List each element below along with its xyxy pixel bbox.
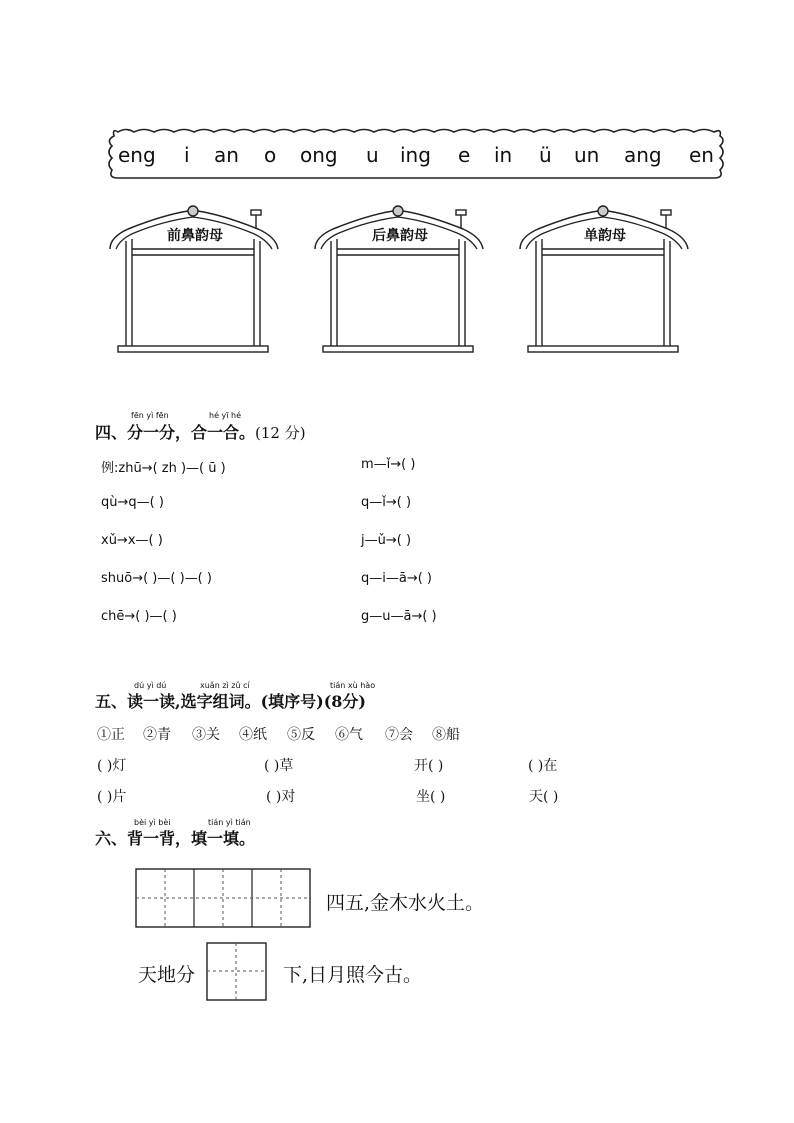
exercise-right: j—ǔ→( ) <box>361 533 412 548</box>
pinyin-annotation: tián yì tián <box>208 818 251 827</box>
verse-line2-suffix: 下,日月照今古。 <box>283 964 423 986</box>
section6-heading <box>95 826 255 849</box>
final-item: in <box>494 143 513 167</box>
tianzige-grid-one[interactable] <box>206 942 267 1001</box>
final-item: i <box>184 143 190 167</box>
final-item: eng <box>118 143 156 167</box>
option-item: ④纸 <box>239 727 267 743</box>
section-score: (12 分) <box>255 424 306 442</box>
house-back-nasal <box>313 203 487 357</box>
section-number: 五、 <box>95 692 128 711</box>
house-label: 单韵母 <box>584 228 626 244</box>
word-blank[interactable]: 坐( ) <box>416 789 446 805</box>
section-number: 六、 <box>95 829 128 848</box>
section4-heading <box>95 420 306 443</box>
pinyin-annotation: xuǎn zì zǔ cí <box>200 681 250 690</box>
exercise-left: chē→( )—( ) <box>101 609 177 624</box>
final-item: ü <box>539 143 552 167</box>
section-title: 背一背，填一填。 <box>127 829 256 848</box>
verse-line2-prefix: 天地分 <box>138 964 196 986</box>
section-title: 分一分，合一合。 <box>127 423 256 442</box>
option-item: ①正 <box>97 727 125 743</box>
finals-banner <box>104 126 728 184</box>
final-item: e <box>458 143 471 167</box>
word-blank[interactable]: 开( ) <box>414 758 444 774</box>
section5-heading <box>95 689 366 712</box>
section-title: 读一读,选字组词。(填序号)(8分) <box>127 692 367 711</box>
exercise-right: q—i—ā→( ) <box>361 571 432 586</box>
exercise-left: qù→q—( ) <box>101 495 164 510</box>
tianzige-grid-three[interactable] <box>135 868 311 928</box>
option-item: ⑧船 <box>432 727 460 743</box>
house-label: 前鼻韵母 <box>167 228 223 244</box>
verse-line1: 四五,金木水火土。 <box>326 892 485 914</box>
pinyin-annotation: dú yì dú <box>134 681 167 690</box>
section-number: 四、 <box>95 423 128 442</box>
house-front-nasal <box>108 203 282 357</box>
house-single-final <box>518 203 692 357</box>
final-item: en <box>689 143 714 167</box>
exercise-left: 例:zhū→( zh )—( ū ) <box>101 461 226 476</box>
option-item: ⑤反 <box>287 727 315 743</box>
option-item: ⑦会 <box>385 727 413 743</box>
exercise-right: q—ǐ→( ) <box>361 495 412 510</box>
pinyin-annotation: hé yī hé <box>209 411 242 420</box>
word-blank[interactable]: ( )草 <box>264 758 294 774</box>
final-item: ing <box>400 143 431 167</box>
pinyin-annotation: tián xù hào <box>330 681 376 690</box>
final-item: o <box>264 143 277 167</box>
exercise-left: xǔ→x—( ) <box>101 533 163 548</box>
word-blank[interactable]: 天( ) <box>529 789 559 805</box>
word-blank[interactable]: ( )在 <box>528 758 558 774</box>
final-item: ong <box>300 143 338 167</box>
final-item: u <box>366 143 379 167</box>
exercise-right: g—u—ā→( ) <box>361 609 437 624</box>
option-item: ⑥气 <box>335 727 363 743</box>
final-item: an <box>214 143 239 167</box>
finals-list <box>104 126 728 184</box>
house-label: 后鼻韵母 <box>372 228 428 244</box>
final-item: ang <box>624 143 662 167</box>
pinyin-annotation: fēn yì fēn <box>131 411 169 420</box>
option-item: ③关 <box>192 727 220 743</box>
word-blank[interactable]: ( )灯 <box>97 758 127 774</box>
exercise-left: shuō→( )—( )—( ) <box>101 571 212 586</box>
word-blank[interactable]: ( )对 <box>266 789 296 805</box>
exercise-right: m—ǐ→( ) <box>361 457 416 472</box>
pinyin-annotation: bèi yì bèi <box>134 818 171 827</box>
word-blank[interactable]: ( )片 <box>97 789 127 805</box>
final-item: un <box>574 143 600 167</box>
option-item: ②青 <box>143 727 171 743</box>
